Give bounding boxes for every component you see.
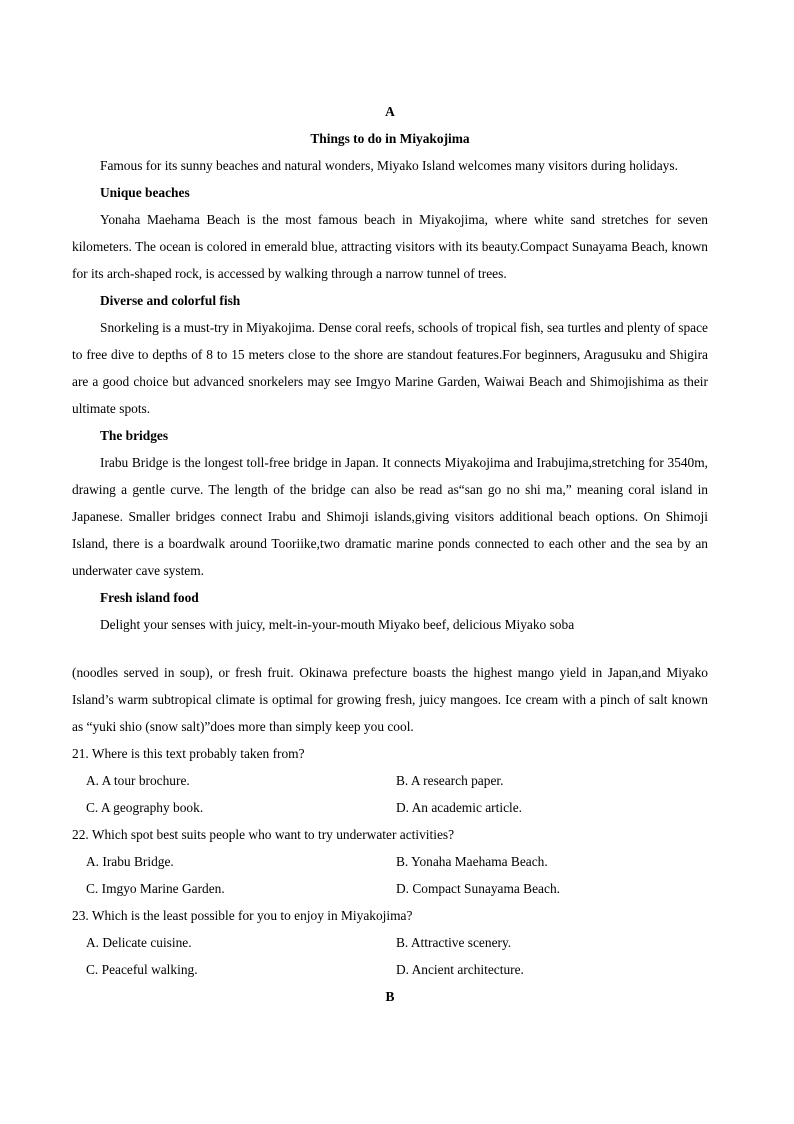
option-d: D. Ancient architecture. [396, 962, 524, 977]
option-c: C. Imgyo Marine Garden. [86, 881, 225, 896]
section-text-beaches: Yonaha Maehama Beach is the most famous beach in Miyakojima, where white sand stretches for seven kilometers. The ocean is colored in emerald blue, attracting visitors with its beauty.Compact Sunayama Beach, known for its arch-shaped rock, is accessed by walking through a narrow tunnel of trees. [72, 212, 708, 281]
page-title: Things to do in Miyakojima [310, 131, 470, 146]
document-page [72, 98, 708, 1010]
section-heading-food: Fresh island food [100, 590, 199, 605]
section-heading-bridges: The bridges [100, 428, 169, 443]
option-b: B. A research paper. [396, 773, 504, 788]
option-c: C. A geography book. [86, 800, 204, 815]
option-b: B. Yonaha Maehama Beach. [396, 854, 548, 869]
options-row [72, 875, 708, 902]
section-text-food: Delight your senses with juicy, melt-in-your-mouth Miyako beef, delicious Miyako soba [100, 617, 575, 632]
option-c: C. Peaceful walking. [86, 962, 198, 977]
options-row [72, 929, 708, 956]
option-b: B. Attractive scenery. [396, 935, 512, 950]
question-21: 21. Where is this text probably taken from? [72, 746, 305, 761]
intro-paragraph: Famous for its sunny beaches and natural wonders, Miyako Island welcomes many visitors during holidays. [100, 158, 678, 173]
section-text-fish: Snorkeling is a must-try in Miyakojima. Dense coral reefs, schools of tropical fish, sea turtles and plenty of space to free dive to depths of 8 to 15 meters close to the shore are standout features.For beginners, Aragusuku and Shigira are a good choice but advanced snorkelers may see Imgyo Marine Garden, Waiwai Beach and Shimojishima as their ultimate spots. [72, 320, 709, 416]
passage-label-b: B [385, 989, 395, 1004]
section-text-food-continued: (noodles served in soup), or fresh fruit. Okinawa prefecture boasts the highest mango yield in Japan,and Miyako Island’s warm subtropical climate is optimal for growing fresh, juicy mangoes. Ice cream with a pinch of salt known as “yuki shio (snow salt)”does more than simply keep you cool. [72, 665, 708, 734]
passage-label-a: A [385, 104, 395, 119]
options-row [72, 794, 708, 821]
options-row [72, 848, 708, 875]
section-text-bridges: Irabu Bridge is the longest toll-free bridge in Japan. It connects Miyakojima and Irabujima,stretching for 3540m, drawing a gentle curve. The length of the bridge can also be read as“san go no shi ma,” meaning coral island in Japanese. Smaller bridges connect Irabu and Shimoji islands,giving visitors additional beach options. On Shimoji Island, there is a boardwalk around Tooriike,two dramatic marine ponds connected to each other and the sea by an underwater cave system. [72, 455, 708, 578]
question-23: 23. Which is the least possible for you to enjoy in Miyakojima? [72, 908, 413, 923]
options-row [72, 956, 708, 983]
option-a: A. A tour brochure. [86, 773, 190, 788]
section-heading-fish: Diverse and colorful fish [100, 293, 241, 308]
option-d: D. An academic article. [396, 800, 523, 815]
options-row [72, 767, 708, 794]
option-a: A. Delicate cuisine. [86, 935, 192, 950]
option-a: A. Irabu Bridge. [86, 854, 174, 869]
option-d: D. Compact Sunayama Beach. [396, 881, 560, 896]
section-heading-beaches: Unique beaches [100, 185, 190, 200]
question-22: 22. Which spot best suits people who want to try underwater activities? [72, 827, 455, 842]
